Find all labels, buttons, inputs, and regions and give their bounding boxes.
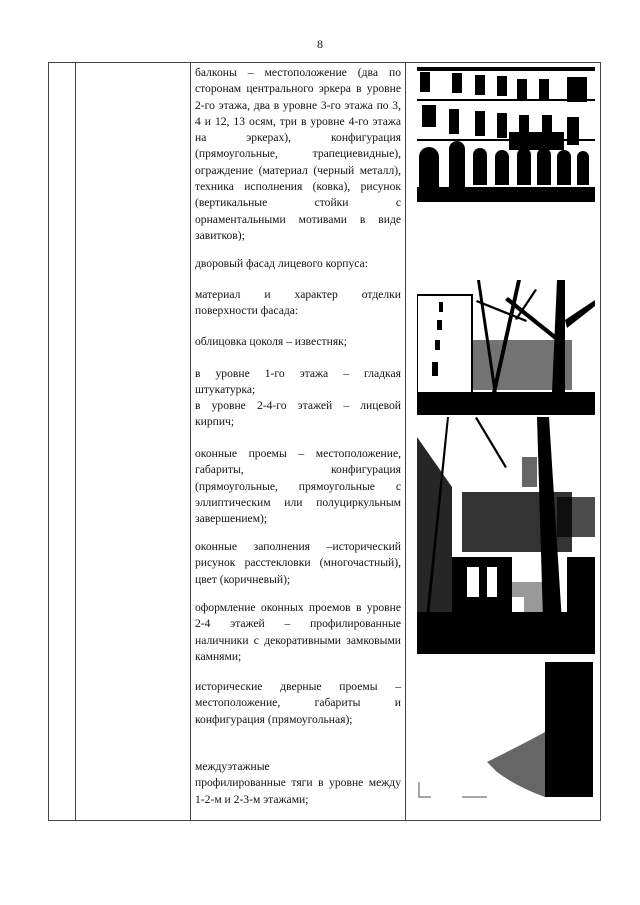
text-first-floor: в уровне 1-го этажа – гладкая штукатурка;	[195, 367, 401, 397]
text-plinth: облицовка цоколя – известняк;	[195, 335, 348, 348]
text-window-fillings: оконные заполнения –исторический рисунок расстекловки (многочастный), цвет (коричневый);	[195, 540, 401, 586]
text-upper-floors: в уровне 2-4-го этажей – лицевой кирпич;	[195, 399, 401, 429]
text-material: материал и характер отделки поверхности фасада:	[195, 288, 401, 318]
table-top-border	[48, 62, 601, 63]
text-cornices-line2: профилированные тяги в уровне между 1-2-м и 2-3-м этажами;	[195, 776, 401, 806]
text-cornices-line1: междуэтажные	[195, 760, 270, 773]
page-number: 8	[317, 37, 323, 51]
table-border	[190, 62, 191, 821]
text-courtyard-facade: дворовый фасад лицевого корпуса:	[195, 257, 368, 270]
table-border	[405, 62, 406, 821]
text-window-openings: оконные проемы – местоположение, габариты, конфигурация (прямоугольные, прямоугольные с эллиптическим или полуциркульным завершением);	[195, 447, 401, 526]
table-border	[48, 62, 49, 821]
table-border	[600, 62, 601, 821]
text-balconies: балконы – местоположение (два по сторонам центрального эркера в уровне 2-го этажа, два в уровне 3-го этажа по 3, 4 и 12, 13 осям, три в уровне 4-го этажа на эркерах), конфигурация (прямоугольные, трапециевидные), ограждение (материал (черный металл), техника исполнения (ковка), рисунок (вертикальные стойки с орнаментальными мотивами в виде завитков);	[195, 66, 401, 242]
courtyard-facade-photo	[417, 417, 595, 654]
text-door-openings: исторические дверные проемы – местоположение, габариты и конфигурация (прямоугольная);	[195, 680, 401, 726]
table-bottom-border	[48, 820, 601, 821]
text-cornices	[195, 759, 401, 808]
table-border	[75, 62, 76, 821]
wall-detail-photo	[417, 662, 595, 802]
text-window-decoration: оформление оконных проемов в уровне 2-4 этажей – профилированные наличники с декоративными замковыми камнями;	[195, 601, 401, 663]
courtyard-facade-trees-photo	[417, 280, 595, 415]
street-facade-photo	[417, 67, 595, 202]
